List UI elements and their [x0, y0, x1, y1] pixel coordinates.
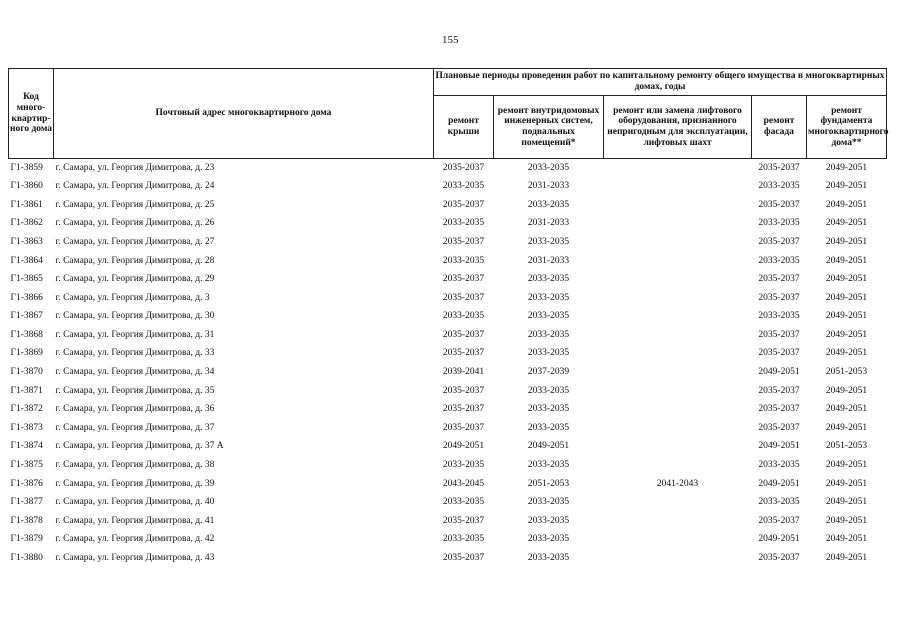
cell-elevator [604, 531, 752, 550]
cell-address: г. Самара, ул. Георгия Димитрова, д. 3 [55, 292, 210, 303]
cell-code: Г1-3877 [10, 497, 43, 508]
cell-foundation: 2049-2051 [825, 385, 868, 396]
cell-engineering: 2051-2053 [527, 478, 570, 489]
table-row [9, 438, 887, 457]
cell-facade: 2035-2037 [758, 348, 800, 359]
cell-address: г. Самара, ул. Георгия Димитрова, д. 38 [55, 460, 215, 471]
cell-roof: 2035-2037 [442, 515, 485, 526]
cell-facade: 2033-2035 [758, 218, 800, 229]
table-row [9, 494, 887, 513]
cell-roof: 2035-2037 [442, 199, 485, 210]
header-engineering: ремонт внутридомовых инженерных систем, подвальных помещений* [494, 96, 604, 159]
cell-elevator [604, 215, 752, 234]
cell-elevator [604, 308, 752, 327]
cell-code: Г1-3879 [10, 534, 43, 545]
cell-elevator [604, 178, 752, 197]
cell-address: г. Самара, ул. Георгия Димитрова, д. 30 [55, 311, 215, 322]
cell-roof: 2035-2037 [442, 404, 485, 415]
cell-engineering: 2031-2033 [527, 181, 570, 192]
cell-foundation: 2049-2051 [825, 553, 868, 564]
cell-engineering: 2033-2035 [527, 274, 570, 285]
cell-foundation: 2049-2051 [825, 348, 868, 359]
cell-foundation: 2049-2051 [825, 329, 868, 340]
cell-code: Г1-3874 [10, 441, 43, 452]
header-facade: ремонт фасада [752, 96, 807, 159]
cell-roof: 2033-2035 [442, 460, 485, 471]
cell-roof: 2043-2045 [442, 478, 485, 489]
cell-facade: 2035-2037 [758, 553, 800, 564]
cell-code: Г1-3880 [10, 553, 43, 564]
cell-facade: 2049-2051 [758, 367, 800, 378]
cell-code: Г1-3875 [10, 460, 43, 471]
cell-elevator [604, 159, 752, 178]
cell-engineering: 2033-2035 [527, 422, 570, 433]
cell-roof: 2033-2035 [442, 497, 485, 508]
cell-code: Г1-3866 [10, 292, 43, 303]
cell-code: Г1-3871 [10, 385, 43, 396]
cell-foundation: 2049-2051 [825, 199, 868, 210]
cell-elevator [604, 494, 752, 513]
cell-facade: 2033-2035 [758, 181, 800, 192]
cell-foundation: 2049-2051 [825, 422, 868, 433]
cell-address: г. Самара, ул. Георгия Димитрова, д. 37 А [55, 441, 224, 452]
cell-elevator [604, 326, 752, 345]
repair-schedule-table [8, 68, 887, 568]
cell-elevator [604, 401, 752, 420]
cell-facade: 2035-2037 [758, 404, 800, 415]
page-number: 155 [442, 34, 459, 46]
cell-address: г. Самара, ул. Георгия Димитрова, д. 34 [55, 367, 215, 378]
cell-address: г. Самара, ул. Георгия Димитрова, д. 43 [55, 553, 215, 564]
cell-address: г. Самара, ул. Георгия Димитрова, д. 35 [55, 385, 215, 396]
table-row [9, 326, 887, 345]
cell-foundation: 2049-2051 [825, 478, 868, 489]
cell-roof: 2035-2037 [442, 292, 485, 303]
table-row [9, 178, 887, 197]
cell-foundation: 2051-2053 [825, 441, 868, 452]
cell-facade: 2035-2037 [758, 515, 800, 526]
table-row [9, 345, 887, 364]
header-elevator: ремонт или замена лифтового оборудования, признанного непригодным для эксплуатации, лифтовых шахт [604, 96, 752, 159]
cell-roof: 2033-2035 [442, 534, 485, 545]
cell-foundation: 2049-2051 [825, 274, 868, 285]
table-row [9, 401, 887, 420]
cell-address: г. Самара, ул. Георгия Димитрова, д. 42 [55, 534, 215, 545]
cell-address: г. Самара, ул. Георгия Димитрова, д. 40 [55, 497, 215, 508]
cell-elevator [604, 364, 752, 383]
cell-foundation: 2049-2051 [825, 404, 868, 415]
table-row [9, 233, 887, 252]
cell-address: г. Самара, ул. Георгия Димитрова, д. 37 [55, 422, 215, 433]
cell-roof: 2035-2037 [442, 274, 485, 285]
cell-facade: 2035-2037 [758, 385, 800, 396]
cell-address: г. Самара, ул. Георгия Димитрова, д. 29 [55, 274, 215, 285]
cell-roof: 2033-2035 [442, 255, 485, 266]
cell-engineering: 2033-2035 [527, 348, 570, 359]
cell-elevator [604, 419, 752, 438]
table-row [9, 308, 887, 327]
cell-roof: 2033-2035 [442, 218, 485, 229]
table-row [9, 364, 887, 383]
cell-elevator [604, 549, 752, 568]
cell-facade: 2035-2037 [758, 236, 800, 247]
cell-engineering: 2033-2035 [527, 385, 570, 396]
cell-address: г. Самара, ул. Георгия Димитрова, д. 33 [55, 348, 215, 359]
cell-engineering: 2033-2035 [527, 553, 570, 564]
cell-foundation: 2049-2051 [825, 311, 868, 322]
cell-roof: 2035-2037 [442, 162, 485, 173]
cell-code: Г1-3859 [10, 162, 43, 173]
header-foundation: ремонт фундамента многоквартирного дома** [807, 96, 887, 159]
cell-code: Г1-3868 [10, 329, 43, 340]
cell-code: Г1-3873 [10, 422, 43, 433]
cell-elevator [604, 196, 752, 215]
cell-address: г. Самара, ул. Георгия Димитрова, д. 41 [55, 515, 215, 526]
cell-code: Г1-3863 [10, 236, 43, 247]
cell-facade: 2049-2051 [758, 441, 800, 452]
table-row [9, 419, 887, 438]
cell-elevator [604, 345, 752, 364]
cell-address: г. Самара, ул. Георгия Димитрова, д. 24 [55, 181, 215, 192]
cell-facade: 2035-2037 [758, 162, 800, 173]
table-row [9, 382, 887, 401]
cell-elevator [604, 512, 752, 531]
cell-code: Г1-3860 [10, 181, 43, 192]
cell-roof: 2033-2035 [442, 181, 485, 192]
table-row [9, 289, 887, 308]
cell-elevator [604, 271, 752, 290]
cell-code: Г1-3867 [10, 311, 43, 322]
header-group: Плановые периоды проведения работ по капитальному ремонту общего имущества в многоквартирных домах, годы [434, 69, 887, 96]
cell-elevator [604, 252, 752, 271]
cell-code: Г1-3865 [10, 274, 43, 285]
cell-code: Г1-3869 [10, 348, 43, 359]
cell-address: г. Самара, ул. Георгия Димитрова, д. 26 [55, 218, 215, 229]
cell-engineering: 2031-2033 [527, 255, 570, 266]
cell-address: г. Самара, ул. Георгия Димитрова, д. 27 [55, 236, 215, 247]
table-row [9, 159, 887, 178]
cell-elevator [604, 438, 752, 457]
cell-address: г. Самара, ул. Георгия Димитрова, д. 28 [55, 255, 215, 266]
cell-address: г. Самара, ул. Георгия Димитрова, д. 39 [55, 478, 215, 489]
cell-engineering: 2033-2035 [527, 329, 570, 340]
cell-facade: 2035-2037 [758, 422, 800, 433]
cell-code: Г1-3876 [10, 478, 43, 489]
cell-foundation: 2049-2051 [825, 515, 868, 526]
cell-address: г. Самара, ул. Георгия Димитрова, д. 23 [55, 162, 215, 173]
cell-foundation: 2049-2051 [825, 218, 868, 229]
cell-foundation: 2049-2051 [825, 460, 868, 471]
cell-engineering: 2033-2035 [527, 534, 570, 545]
cell-facade: 2035-2037 [758, 199, 800, 210]
table-row [9, 196, 887, 215]
cell-roof: 2049-2051 [442, 441, 485, 452]
cell-roof: 2035-2037 [442, 553, 485, 564]
table-body [9, 159, 887, 569]
cell-facade: 2035-2037 [758, 329, 800, 340]
table-row [9, 215, 887, 234]
cell-code: Г1-3870 [10, 367, 43, 378]
cell-engineering: 2033-2035 [527, 515, 570, 526]
cell-roof: 2035-2037 [442, 236, 485, 247]
cell-engineering: 2033-2035 [527, 236, 570, 247]
cell-roof: 2035-2037 [442, 422, 485, 433]
cell-foundation: 2049-2051 [825, 181, 868, 192]
cell-facade: 2033-2035 [758, 311, 800, 322]
cell-facade: 2035-2037 [758, 292, 800, 303]
table-row [9, 531, 887, 550]
cell-foundation: 2051-2053 [825, 367, 868, 378]
cell-address: г. Самара, ул. Георгия Димитрова, д. 31 [55, 329, 215, 340]
cell-engineering: 2033-2035 [527, 162, 570, 173]
cell-engineering: 2033-2035 [527, 404, 570, 415]
cell-engineering: 2033-2035 [527, 497, 570, 508]
table-row [9, 271, 887, 290]
cell-elevator [604, 233, 752, 252]
cell-code: Г1-3862 [10, 218, 43, 229]
header-address: Почтовый адрес многоквартирного дома [54, 69, 434, 159]
table-row [9, 512, 887, 531]
header-code: Код много-квартир-ного дома [9, 69, 54, 159]
cell-roof: 2039-2041 [442, 367, 485, 378]
cell-facade: 2049-2051 [758, 478, 800, 489]
cell-code: Г1-3861 [10, 199, 43, 210]
cell-engineering: 2037-2039 [527, 367, 570, 378]
cell-engineering: 2033-2035 [527, 292, 570, 303]
cell-elevator [604, 289, 752, 308]
cell-elevator [604, 382, 752, 401]
cell-roof: 2035-2037 [442, 329, 485, 340]
cell-facade: 2033-2035 [758, 460, 800, 471]
cell-engineering: 2049-2051 [527, 441, 570, 452]
table-row [9, 252, 887, 271]
cell-engineering: 2031-2033 [527, 218, 570, 229]
cell-facade: 2033-2035 [758, 255, 800, 266]
cell-elevator [604, 457, 752, 476]
cell-foundation: 2049-2051 [825, 497, 868, 508]
cell-elevator: 2041-2043 [656, 478, 699, 489]
table-row [9, 549, 887, 568]
table-row [9, 457, 887, 476]
cell-code: Г1-3878 [10, 515, 43, 526]
cell-address: г. Самара, ул. Георгия Димитрова, д. 25 [55, 199, 215, 210]
header-roof: ремонт крыши [434, 96, 494, 159]
cell-foundation: 2049-2051 [825, 162, 868, 173]
cell-roof: 2035-2037 [442, 348, 485, 359]
cell-roof: 2035-2037 [442, 385, 485, 396]
cell-foundation: 2049-2051 [825, 534, 868, 545]
cell-engineering: 2033-2035 [527, 311, 570, 322]
cell-engineering: 2033-2035 [527, 199, 570, 210]
cell-foundation: 2049-2051 [825, 255, 868, 266]
cell-address: г. Самара, ул. Георгия Димитрова, д. 36 [55, 404, 215, 415]
table-row [9, 475, 887, 494]
cell-foundation: 2049-2051 [825, 236, 868, 247]
cell-facade: 2035-2037 [758, 274, 800, 285]
cell-code: Г1-3872 [10, 404, 43, 415]
cell-engineering: 2033-2035 [527, 460, 570, 471]
cell-code: Г1-3864 [10, 255, 43, 266]
cell-facade: 2033-2035 [758, 497, 800, 508]
cell-foundation: 2049-2051 [825, 292, 868, 303]
cell-facade: 2049-2051 [758, 534, 800, 545]
cell-roof: 2033-2035 [442, 311, 485, 322]
